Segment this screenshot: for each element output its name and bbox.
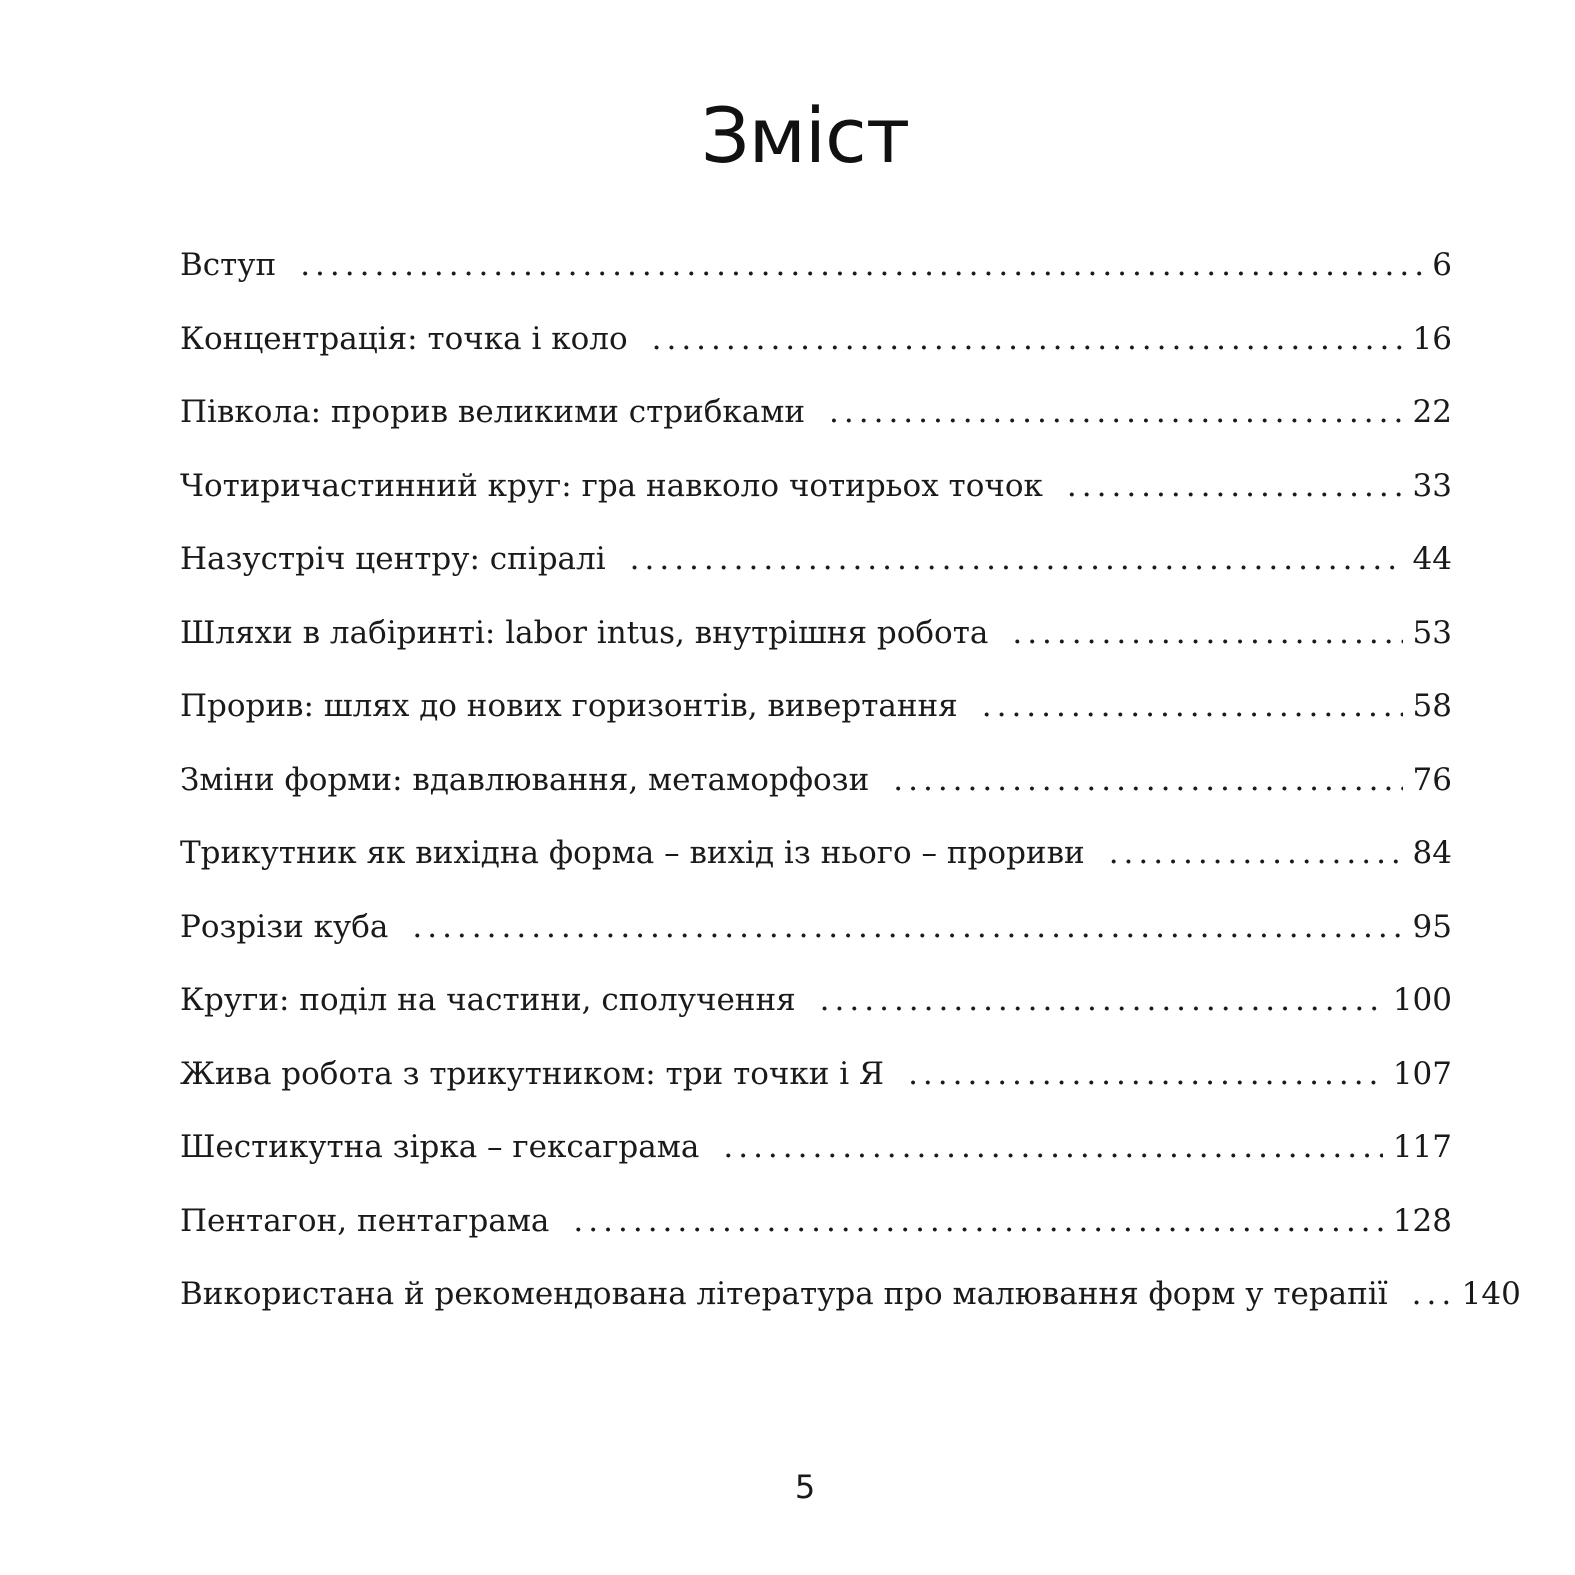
toc-entry	[180, 394, 1452, 468]
toc-entry-title: Вступ	[180, 247, 277, 283]
toc-entry	[180, 909, 1452, 983]
toc-entry-page: 58	[1412, 688, 1452, 724]
toc-dot-leader	[908, 1056, 1383, 1092]
toc-entry-title: Круги: поділ на частини, сполучення	[180, 982, 796, 1018]
toc-dot-leader	[1109, 835, 1403, 871]
toc-entry-page: 100	[1392, 982, 1452, 1018]
toc-entry	[180, 321, 1452, 395]
toc-entry-page: 16	[1412, 320, 1452, 357]
toc-entry-page: 44	[1412, 541, 1452, 577]
toc-entry-page: 117	[1392, 1129, 1452, 1165]
toc-entry-page: 84	[1412, 835, 1452, 871]
toc-entry-title: Жива робота з трикутником: три точки і Я	[180, 1055, 885, 1092]
toc-dot-leader	[412, 909, 1402, 945]
page-title: Зміст	[700, 91, 910, 180]
toc-entry	[180, 541, 1452, 615]
toc-entry-title: Розрізи куба	[180, 908, 389, 945]
toc-dot-leader	[1412, 1276, 1452, 1312]
toc-dot-leader	[893, 762, 1402, 798]
toc-dot-leader	[723, 1129, 1382, 1165]
toc-entry-title: Зміни форми: вдавлювання, метаморфози	[180, 761, 870, 798]
toc-entry-title: Чотиричастинний круг: гра навколо чотирьох точок	[180, 467, 1043, 504]
toc-dot-leader	[573, 1203, 1382, 1239]
toc-entry	[180, 468, 1452, 542]
toc-entry-page: 33	[1412, 467, 1452, 504]
toc-entry	[180, 835, 1452, 909]
toc-entry-page: 107	[1392, 1055, 1452, 1092]
toc-entry	[180, 688, 1452, 762]
toc-dot-leader	[630, 541, 1403, 577]
toc-entry	[180, 247, 1452, 321]
page-number: 5	[794, 1468, 816, 1506]
toc-entry-title: Шляхи в лабіринті: labor intus, внутрішня робота	[180, 614, 989, 651]
toc-entry-page: 76	[1412, 761, 1452, 798]
toc-entry	[180, 615, 1452, 689]
toc-entry	[180, 1056, 1452, 1130]
toc-dot-leader	[820, 982, 1383, 1018]
toc-dot-leader	[829, 394, 1403, 430]
toc-entry-page: 6	[1432, 247, 1452, 283]
toc-entry-title: Пентагон, пентаграма	[180, 1202, 550, 1239]
toc-dot-leader	[300, 247, 1422, 283]
toc-entry	[180, 1203, 1452, 1277]
toc-entry-title: Півкола: прорив великими стрибками	[180, 394, 806, 430]
toc-entry-page: 128	[1392, 1202, 1452, 1239]
toc-entry-title: Шестикутна зірка – гексаграма	[180, 1129, 700, 1165]
toc-entry-title: Концентрація: точка і коло	[180, 320, 628, 357]
toc-entry	[180, 762, 1452, 836]
toc-entry	[180, 1276, 1521, 1350]
toc-entry-title: Трикутник як вихідна форма – вихід із нього – прориви	[180, 835, 1085, 871]
toc-entry	[180, 1129, 1452, 1203]
toc-entry-page: 53	[1412, 614, 1452, 651]
toc-entry-title: Прорив: шлях до нових горизонтів, вивертання	[180, 688, 958, 724]
toc-entry-page: 95	[1412, 908, 1452, 945]
toc-entry-page: 22	[1412, 394, 1452, 430]
toc-dot-leader	[1012, 615, 1402, 651]
table-of-contents	[180, 247, 1521, 1350]
toc-entry-title: Назустріч центру: спіралі	[180, 541, 606, 577]
toc-dot-leader	[652, 321, 1403, 357]
toc-dot-leader	[982, 688, 1403, 724]
toc-entry-title: Використана й рекомендована література про малювання форм у терапії	[180, 1276, 1388, 1312]
toc-dot-leader	[1067, 468, 1403, 504]
toc-entry	[180, 982, 1452, 1056]
toc-entry-page: 140	[1461, 1276, 1521, 1312]
